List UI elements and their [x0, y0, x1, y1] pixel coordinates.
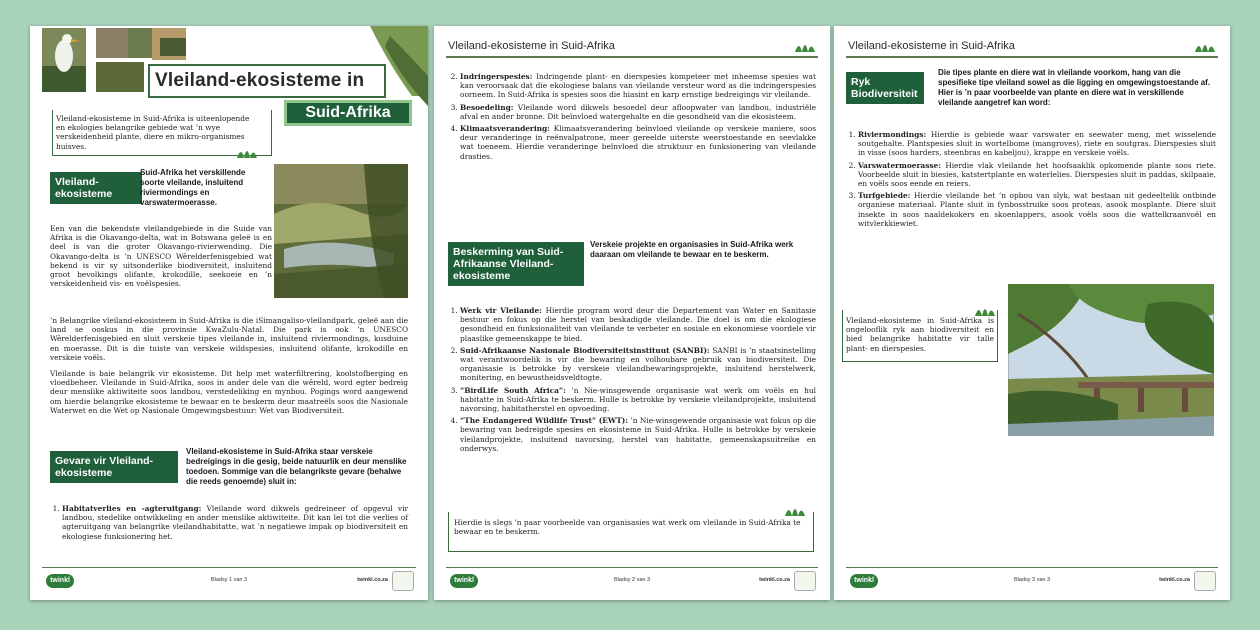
section-heading-protection: Beskerming van Suid-Afrikaanse Vleiland-ekosisteme — [448, 242, 584, 286]
type-marshes: 2. Varswatermoerasse: Hierdie vlak vleilande het hoofsaaklik opkomende plante soos riete. Voorbeelde sluit in biesies, katstertplante en waterlelies. Dierspesies sluit in paddas, skilpaaie, en voëls soos eende en reiers. — [858, 161, 1216, 189]
section-heading-ecosystems: Vleiland-ekosisteme — [50, 172, 142, 204]
threat-pollution: 3. Besoedeling: Vleilande word dikwels besoedel deur afloopwater van landbou, industriële afval en ander bronne. Dit beïnvloed watergehalte en die gesondheid van die ekosisteem. — [460, 103, 816, 121]
site-url: twinkl.co.za — [1159, 577, 1190, 583]
intro-text: Vleiland-ekosisteme in Suid-Afrika is uiteenlopende en ekologies belangrike gebiede wat ’n wye verskeidenheid plante, diere en mikro-organismes huisves. — [56, 114, 250, 151]
threat-invasive: 2. Indringerspesies: Indringende plant- en dierspesies kompeteer met inheemse spesies wat kan veroorsaak dat die ekologiese balans van vleilande versteur word as die indringerspesies oorneem. In Suid-Afrika is spesies soos die hiasint en karp ernstige bedreigings vir vleilande. — [460, 72, 816, 100]
header-rule — [846, 56, 1218, 58]
page-number: Bladsy 2 van 3 — [613, 577, 651, 583]
page-title: Vleiland-ekosisteme in — [155, 70, 365, 91]
wetland-type-list — [846, 130, 1216, 231]
grass-icon — [974, 302, 996, 316]
threat-list-1 — [50, 504, 408, 544]
twinkl-logo: twinkl — [46, 574, 74, 588]
section-heading-threats: Gevare vir Vleiland-ekosisteme — [50, 451, 178, 483]
threat-list-2 — [448, 72, 816, 164]
org-sanbi: 2. Suid-Afrikaanse Nasionale Biodiversiteitsinstituut (SANBI): SANBI is ’n staatsinstelling wat verantwoordelik is vir die bewaring en volhoubare gebruik van biodiversiteit. Die organisasie is betrokke by verskeie vleilandbewaringsprojekte, insluitend herstelwerk, monitering, en bewustheidsveldtogte. — [460, 346, 816, 383]
section-intro-ecosystems: Suid-Afrika het verskillende soorte vleilande, insluitend riviermondings en varswatermoerasse. — [140, 168, 246, 207]
callout-text: Vleiland-ekosisteme in Suid-Afrika is ongelooflik ryk aan biodiversiteit en bied belangrike habitatte vir talle plant- en dierspesies. — [846, 316, 994, 353]
header-rule — [446, 56, 818, 58]
twinkl-logo: twinkl — [450, 574, 478, 588]
page-header: Vleiland-ekosisteme in Suid-Afrika — [448, 40, 615, 52]
twinkl-logo: twinkl — [850, 574, 878, 588]
org-list — [448, 306, 816, 456]
grass-icon — [236, 144, 258, 158]
threat-habitat: 1. Habitatverlies en -agteruitgang: Vleilande word dikwels gedreineer of opgevul vir landbou, stedelike ontwikkeling en ander menslike aktiwiteite. Dit kan lei tot die verlies of agteruitgang van belangrike vleilandhabitatte, wat ’n negatiewe impak op biodiversiteit en ekologiese funksionering het. — [62, 504, 408, 541]
section-intro-protection: Verskeie projekte en organisasies in Suid-Afrika werk daaraan om vleilande te bewaar en te beskerm. — [590, 240, 794, 259]
threat-climate: 4. Klimaatsverandering: Klimaatsverandering beïnvloed vleilande op verskeie maniere, soos deur veranderinge in reënvalpatrone, meer gereelde uiterste weerstoestande en seevlakke wat toeneem. Hierdie veranderinge beïnvloed die struktuur en funksionering van vleilande drasties. — [460, 124, 816, 161]
wetland-photo — [274, 164, 408, 298]
grass-icon — [1194, 38, 1216, 52]
org-birdlife: 3. “BirdLife South Africa”: ’n Nie-winsgewende organisasie wat werk om voëls en hul habitatte in Suid-Afrika te beskerm. Hulle is betrokke by verskeie vleilandprojekte, insluitend navorsing, habitatherstel en opvoeding. — [460, 386, 816, 414]
page-1 — [30, 26, 428, 600]
org-ewt: 4. “The Endangered Wildlife Trust” (EWT): ’n Nie-winsgewende organisasie wat fokus op die bewaring van bedreigde spesies en ekosisteme in Suid-Afrika. Hulle is betrokke by verskeie vleilandprojekte, insluitend navorsing, herstel van habitatte, gemeenskapsuitreike en onderwys. — [460, 416, 816, 453]
page-header: Vleiland-ekosisteme in Suid-Afrika — [848, 40, 1015, 52]
quality-badge — [392, 571, 414, 591]
site-url: twinkl.co.za — [357, 577, 388, 583]
quality-badge — [794, 571, 816, 591]
footer — [42, 567, 416, 592]
footer — [446, 567, 818, 592]
wetland-tree-photo — [1008, 284, 1214, 436]
org-working-for-wetlands: 1. Werk vir Vleilande: Hierdie program word deur die Departement van Water en Sanitasie bestuur en fokus op die herstel van beskadigde vleilande. Die doel is om die ekologiese gesondheid en funksionaliteit van vleilande te verbeter en sosiale en ekonomiese voordele vir plaaslike gemeenskappe te bied. — [460, 306, 816, 343]
page-number: Bladsy 1 van 3 — [210, 577, 248, 583]
para-okavango: Een van die bekendste vleilandgebiede in die Suide van Afrika is die Okavango-delta, wat in Botswana geleë is en deel is van die groter Okavango-rivierwending. Die Okavango-delta is ’n UNESCO Wêrelderfenisgebied wat bekend is vir sy uitsonderlike biodiversiteit, insluitend groot bevolkings olifante, krokodille, seekoeie en ’n verskeidenheid vis- en voëlspesies. — [50, 224, 272, 289]
quality-badge — [1194, 571, 1216, 591]
type-peatlands: 3. Turfgebiede: Hierdie vleilande het ’n opbou van slyk, wat bestaan uit gedeeltelik ontbinde organiese materiaal. Plante sluit in fynbosstruike soos proteas, asook mosplante. Diere sluit insekte in soos naaldekokers en skoenlappers, asook voëls soos die wattelkraanvoël en witvlerkkiewiet. — [858, 191, 1216, 228]
grass-icon — [784, 502, 806, 516]
title-frame — [148, 64, 386, 98]
page-2 — [434, 26, 830, 600]
grass-icon — [794, 38, 816, 52]
section-heading-biodiversity: Ryk Biodiversiteit — [846, 72, 924, 104]
para-isimangaliso: ’n Belangrike vleiland-ekosisteem in Suid-Afrika is die iSimangaliso-vleilandpark, geleë aan die land se ooskus in die provinsie KwaZulu-Natal. Die park is ook ’n UNESCO Wêrelderfenisgebied en sluit verskeie tipes vleilande in, insluitend riviermondings, kusduine en moerasse. Dit is die tuiste van verskeie wildspesies, insluitend olifante, krokodille en verskeie voëls. — [50, 316, 408, 362]
type-estuaries: 1. Riviermondings: Hierdie is gebiede waar varswater en seewater meng, met wisselende soutgehalte. Plantspesies sluit in wortelbome (mangroves), riete en soutgras. Dierspesies sluit in visse (soos harders, steenbras en kabeljou), krappe en verskeie voëls. — [858, 130, 1216, 158]
page-title-highlight: Suid-Afrika — [284, 100, 412, 126]
para-importance: Vleilande is baie belangrik vir ekosisteme. Dit help met waterfiltrering, koolstofberging en vloedbeheer. Vleilande in Suid-Afrika, soos in ander dele van die wêreld, word egter bedreig deur menslike aktiwiteite soos landbou, verstedeliking en mynbou. Pogings word aangewend om hierdie belangrike ekosisteme te bewaar en te beskerm deur maatreëls soos die Nasionale Waterwet en die Wet op Nasionale Omgewingsbestuur: Wet van Biodiversiteit. — [50, 369, 408, 415]
callout-text: Hierdie is slegs ’n paar voorbeelde van organisasies wat werk om vleilande in Suid-Afrika te bewaar en te beskerm. — [454, 518, 801, 537]
section-intro-threats: Vleiland-ekosisteme in Suid-Afrika staar verskeie bedreigings in die gesig, beide natuurlik en deur menslike toedoen. Sommige van die belangrikste gevare (behalwe die reeds genoemde) sluit in: — [186, 447, 407, 486]
section-intro-biodiversity: Die tipes plante en diere wat in vleilande voorkom, hang van die spesifieke tipe vleiland sowel as die ligging en omgewingstoestande af. Hier is ’n paar voorbeelde van plante en diere wat in verskillende vleilande aangetref kan word: — [938, 68, 1211, 107]
page-number: Bladsy 3 van 3 — [1013, 577, 1051, 583]
site-url: twinkl.co.za — [759, 577, 790, 583]
page-3 — [834, 26, 1230, 600]
footer — [846, 567, 1218, 592]
